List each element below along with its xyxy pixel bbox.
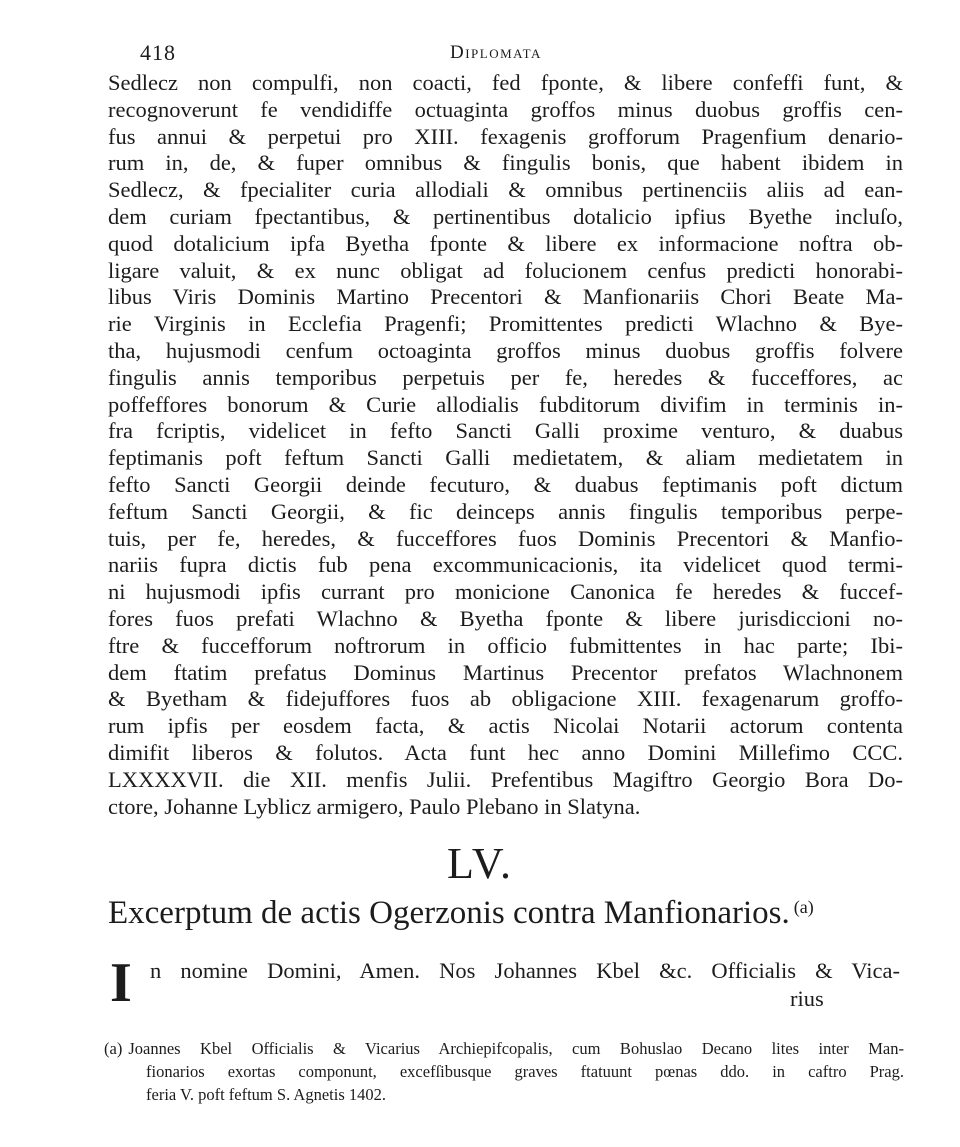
footnote-line [104,1037,904,1060]
text-line: Sedlecz non compulfi, non coacti, fed fponte, & libere confeffi funt, & [108,70,903,95]
text-line: tuis, per fe, heredes, & fucceffores fuos Dominis Precentori & Manfio- [108,525,903,551]
text-line: dem curiam fpectantibus, & pertinentibus dotalicio ipfius Byethe incluſo, [108,203,903,229]
footnote [104,1037,904,1106]
text-line: rie Virginis in Ecclefia Pragenfi; Promittentes predicti Wlachno & Bye- [108,311,903,337]
footnote-marker: (a) [793,897,814,917]
text-line: ligare valuit, & ex nunc obligat ad folucionem cenfus predicti honorabi- [108,257,903,283]
opening-line: n nomine Domini, Amen. Nos Johannes Kbel &c. Officialis & Vica- [150,958,900,983]
text-line: rum ipfis per eosdem facta, & actis Nicolai Notarii actorum contenta [108,713,903,739]
text-line: ni hujusmodi ipfis currant pro monicione Canonica fe heredes & fuccef- [108,579,903,605]
text-line: recognoverunt fe vendidiffe octuaginta groffos minus duobus groffis cen- [108,96,903,122]
text-line: fingulis annis temporibus perpetuis per fe, heredes & fucceffores, ac [108,364,903,390]
text-line: Sedlecz, & fpecialiter curia allodiali & omnibus pertinenciis aliis ad ean- [108,177,903,203]
text-line: fores fuos prefati Wlachno & Byetha fponte & libere jurisdiccioni no- [108,605,903,631]
footnote-line: fionarios exortas componunt, excefſibusque graves ftatuunt pœnas ddo. in caftro Prag. [146,1062,904,1081]
text-line: tha, hujusmodi cenfum octoaginta groffos minus duobus groffis folvere [108,337,903,363]
body-text [108,70,903,820]
text-line: feptimanis poft feftum Sancti Galli medietatem, & aliam medietatem in [108,445,903,471]
text-line: LXXXXVII. die XII. menfis Julii. Prefentibus Magiftro Georgio Bora Do- [108,766,903,792]
text-line: libus Viris Dominis Martino Precentori & Manfionariis Chori Beate Ma- [108,284,903,310]
text-line: ctore, Johanne Lyblicz armigero, Paulo Plebano in Slatyna. [108,793,641,819]
catchword: rius [790,986,824,1011]
running-title: Diplomata [450,42,542,63]
text-line: poffeffores bonorum & Curie allodialis fubditorum divifim in terminis in- [108,391,903,417]
text-line: & Byetham & fidejuffores fuos ab obligacione XIII. fexagenarum groffo- [108,686,903,712]
document-number: LV. [447,839,513,888]
footnote-text: Joannes Kbel Officialis & Vicarius Archiepifcopalis, cum Bohuslao Decano lites inter Man- [128,1039,904,1058]
drop-cap: I [110,952,132,1014]
text-line: nariis fupra dictis fub pena excommunicacionis, ita videlicet quod termi- [108,552,903,578]
text-line: ftre & fuccefforum noftrorum in officio fubmittentes in hac parte; Ibi- [108,632,903,658]
text-line: fra fcriptis, videlicet in fefto Sancti Galli proxime venturo, & duabus [108,418,903,444]
text-line: rum in, de, & fuper omnibus & fingulis bonis, que habent ibidem in [108,150,903,176]
text-line: feftum Sancti Georgii, & fic deinceps annis fingulis temporibus perpe- [108,498,903,524]
footnote-line: feria V. poft feftum S. Agnetis 1402. [146,1085,386,1104]
text-line: fefto Sancti Georgii deinde fecuturo, & duabus feptimanis poft dictum [108,471,903,497]
footnote-label: (a) [104,1039,123,1058]
document-heading-text: Excerptum de actis Ogerzonis contra Manfionarios. [108,895,790,931]
text-line: fus annui & perpetui pro XIII. fexagenis grofforum Pragenfium denario- [108,123,903,149]
page-number: 418 [140,40,176,65]
document-heading [108,895,908,932]
text-line: dem ftatim prefatus Dominus Martinus Precentor prefatos Wlachnonem [108,659,903,685]
text-line: dimifit liberos & folutos. Acta funt hec anno Domini Millefimo CCC. [108,739,903,765]
page-header [140,40,900,70]
text-line: quod dotalicium ipfa Byetha fponte & libere ex informacione noftra ob- [108,230,903,256]
